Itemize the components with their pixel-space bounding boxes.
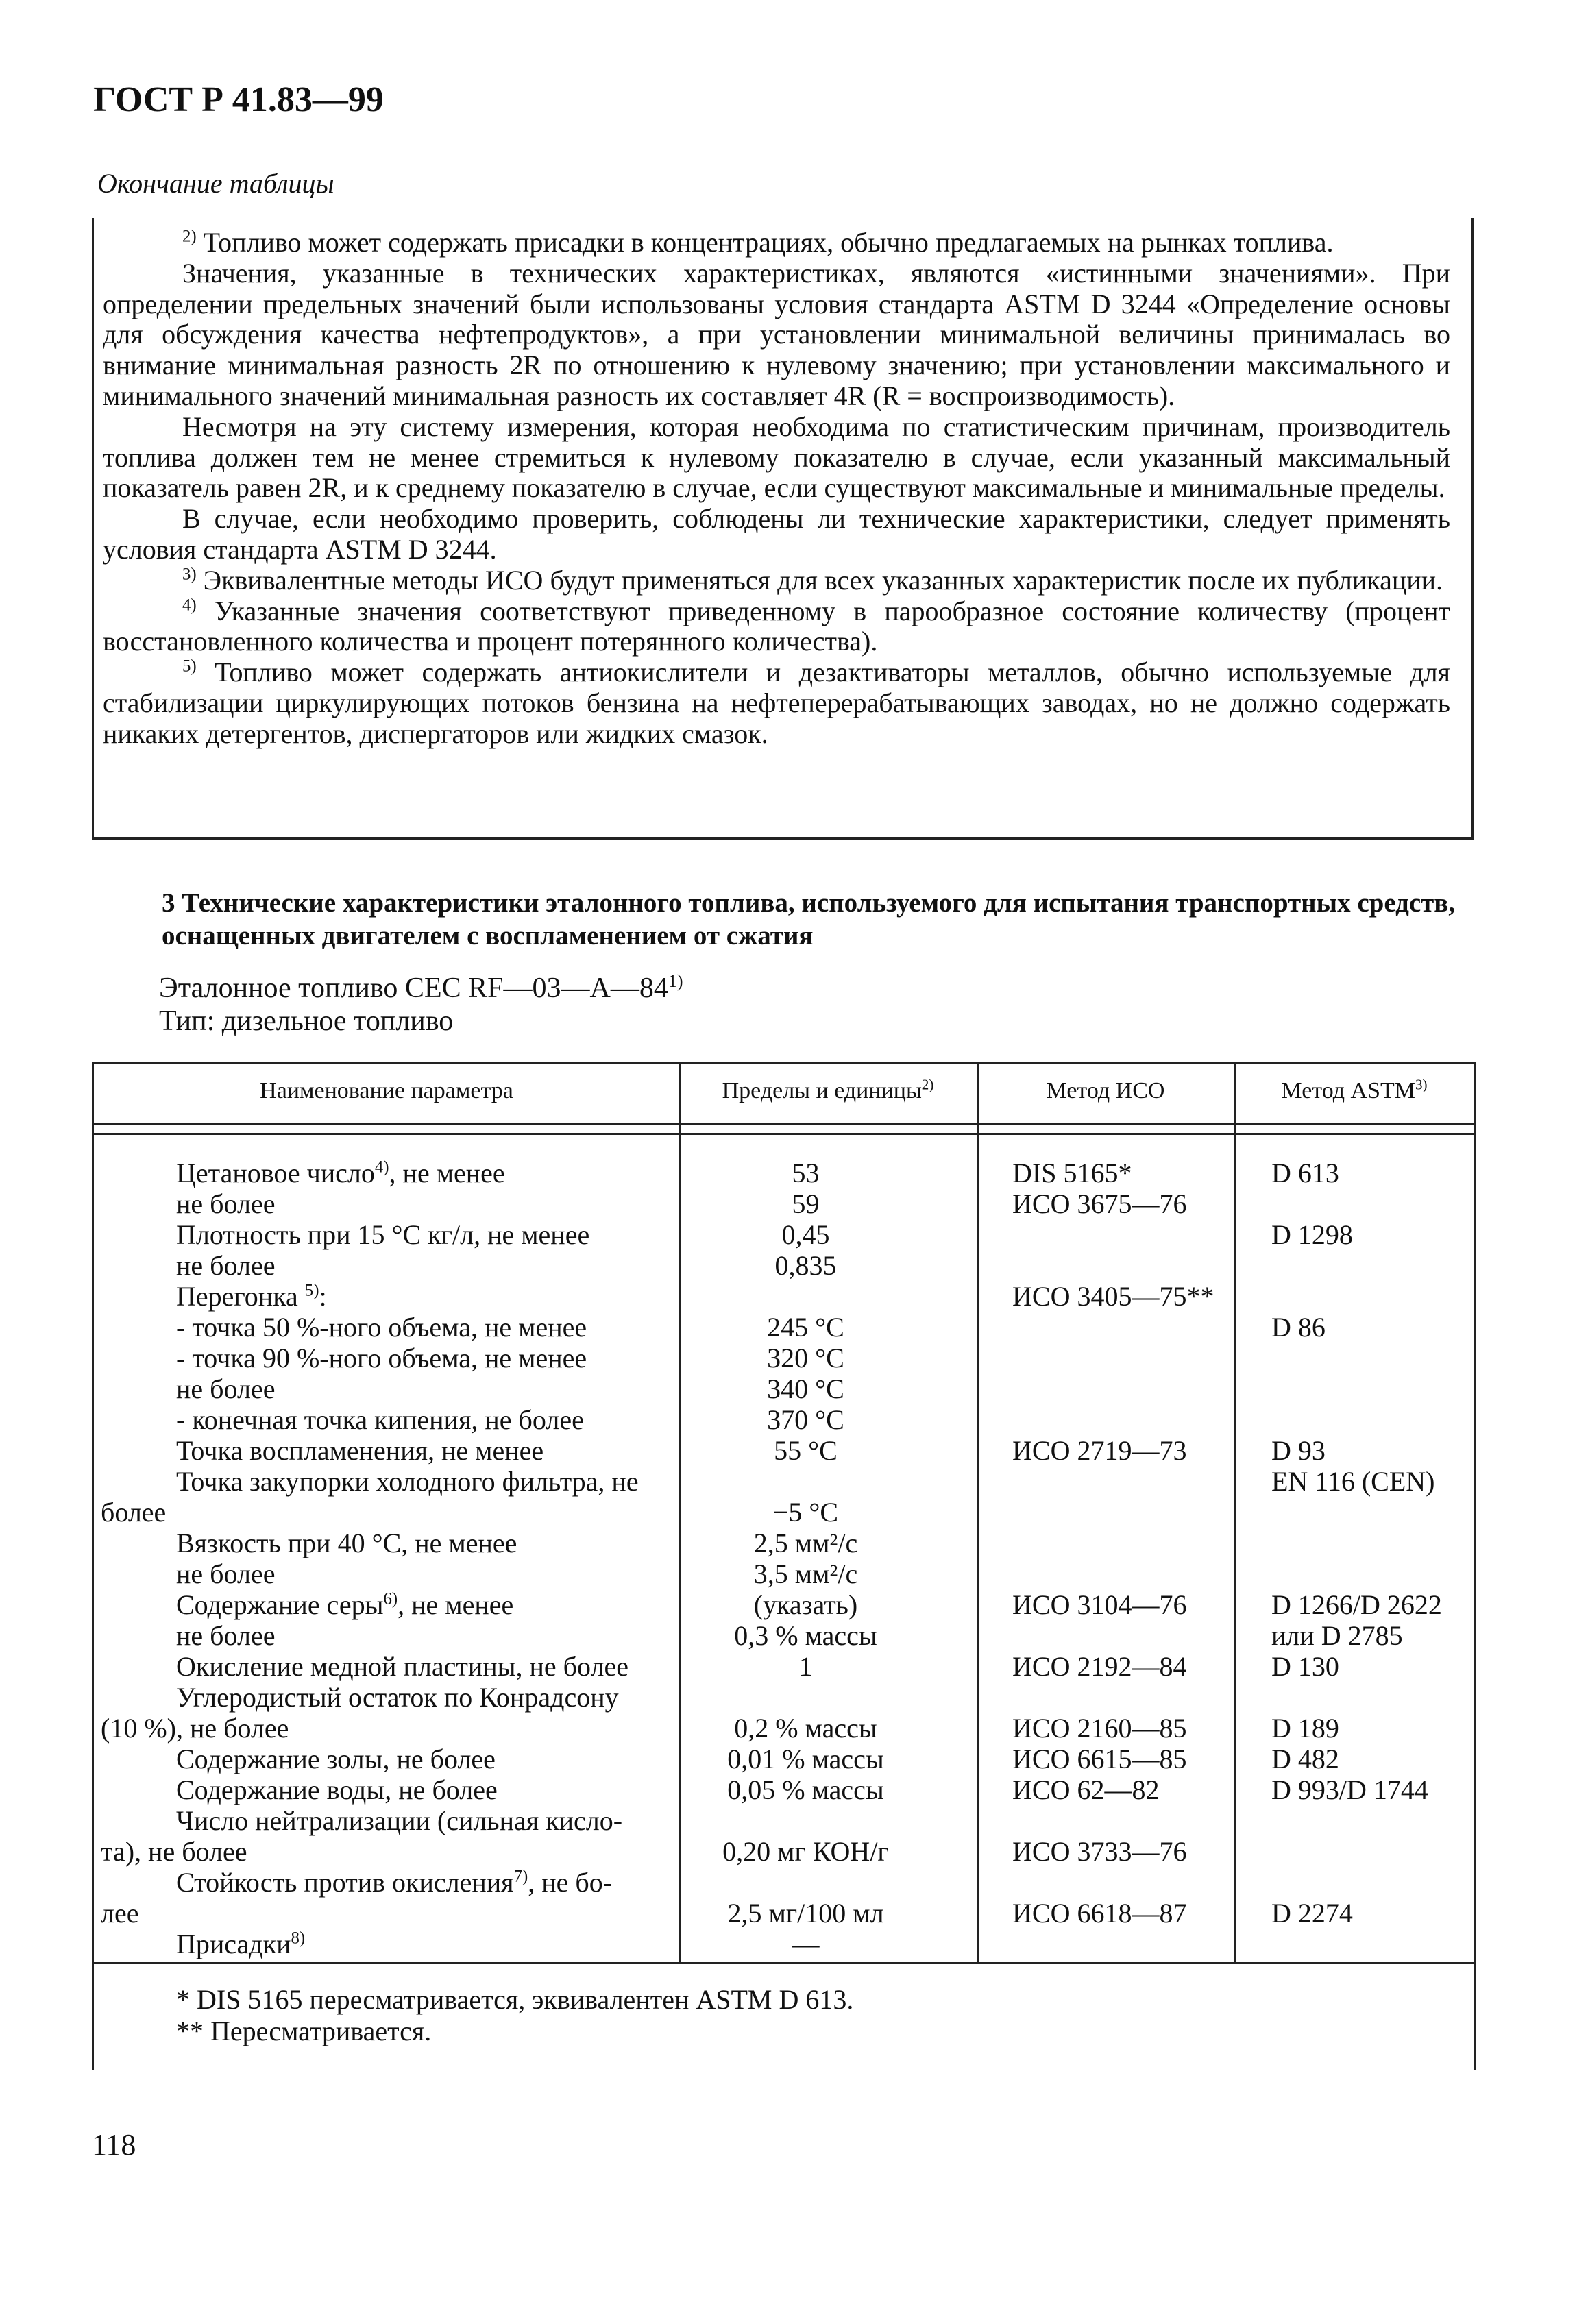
table-row bbox=[94, 1158, 1474, 1188]
footnote-separator bbox=[94, 1962, 1474, 1964]
note-text: В случае, если необходимо проверить, соблюдены ли технические характеристики, следует применять условия стандарта ASTM D 3244. bbox=[103, 503, 1450, 565]
document-code: ГОСТ Р 41.83—99 bbox=[93, 80, 384, 119]
table-footnote: ** Пересматривается. bbox=[176, 2016, 432, 2046]
astm-method: D 1298 bbox=[1271, 1219, 1353, 1250]
table-row bbox=[94, 1774, 1474, 1805]
header-separator bbox=[94, 1123, 1474, 1125]
parameter-name: та), не более bbox=[101, 1836, 247, 1867]
parameter-name: не более bbox=[176, 1373, 276, 1404]
iso-method: ИСО 3733—76 bbox=[1012, 1836, 1187, 1867]
astm-method: D 613 bbox=[1271, 1158, 1339, 1188]
header-astm-method: Метод ASTM$^{3)}$ bbox=[1281, 1076, 1428, 1103]
table-row bbox=[94, 1805, 1474, 1836]
astm-method: D 130 bbox=[1271, 1651, 1339, 1682]
note-paragraph bbox=[103, 412, 1450, 504]
limit-value: 3,5 мм²/с bbox=[753, 1558, 858, 1589]
parameter-name: - точка 90 %-ного объема, не менее bbox=[176, 1343, 587, 1373]
parameter-name: лее bbox=[101, 1898, 139, 1929]
table-row bbox=[94, 1497, 1474, 1528]
note-marker: 5) bbox=[182, 657, 197, 676]
section-title: 3 Технические характеристики эталонного топлива, используемого для испытания транспортных средств, оснащенных двигателем с воспламенением от сжатия bbox=[162, 888, 1456, 951]
table-row bbox=[94, 1620, 1474, 1651]
parameter-name: Точка закупорки холодного фильтра, не bbox=[176, 1466, 639, 1497]
limit-value: 0,2 % массы bbox=[734, 1713, 877, 1744]
table-row bbox=[94, 1435, 1474, 1466]
table-row bbox=[94, 1682, 1474, 1713]
iso-method: ИСО 2192—84 bbox=[1012, 1651, 1187, 1682]
parameter-name: не более bbox=[176, 1250, 276, 1281]
astm-method: D 1266/D 2622 bbox=[1271, 1589, 1442, 1620]
table-footnote: * DIS 5165 пересматривается, эквивалентен ASTM D 613. bbox=[176, 1984, 854, 2015]
limit-value: 0,20 мг КОН/г bbox=[722, 1836, 889, 1867]
table-row bbox=[94, 1373, 1474, 1404]
table-row bbox=[94, 1343, 1474, 1373]
parameter-name: не более bbox=[176, 1620, 276, 1651]
table-row bbox=[94, 1558, 1474, 1589]
table-row bbox=[94, 1404, 1474, 1435]
parameter-name: Присадки$^{8)}$ bbox=[176, 1929, 306, 1959]
table-row bbox=[94, 1312, 1474, 1343]
table-row bbox=[94, 1219, 1474, 1250]
note-text: Несмотря на эту систему измерения, которая необходима по статистическим причинам, производитель топлива должен тем не менее стремиться к нулевому показателю в случае, если указанный максимальный показатель равен 2R, и к среднему показателю в случае, если существуют максимальные и минимальные пределы. bbox=[103, 411, 1450, 504]
iso-method: ИСО 2160—85 bbox=[1012, 1713, 1187, 1744]
iso-method: ИСО 62—82 bbox=[1012, 1774, 1160, 1805]
astm-method: D 993/D 1744 bbox=[1271, 1774, 1428, 1805]
table-row bbox=[94, 1466, 1474, 1497]
note-paragraph bbox=[103, 258, 1450, 412]
note-text: Значения, указанные в технических характеристиках, являются «истинными значениями». При определении предельных значений были использованы условия стандарта ASTM D 3244 «Определение основы для обсуждения качества нефтепродуктов», а при установлении минимальной величины принималась во внимание минимальная разность 2R по отношению к нулевому значению; при установлении максимального и минимального значений минимальная разность их составляет 4R (R = воспроизводимость). bbox=[103, 257, 1450, 411]
table-row bbox=[94, 1250, 1474, 1281]
note-paragraph bbox=[103, 504, 1450, 565]
table-row bbox=[94, 1744, 1474, 1774]
iso-method: ИСО 3405—75** bbox=[1012, 1281, 1214, 1312]
header-limits: Пределы и единицы$^{2)}$ bbox=[722, 1076, 934, 1103]
note-marker: 3) bbox=[182, 565, 197, 584]
header-name: Наименование параметра bbox=[260, 1078, 513, 1103]
note-paragraph bbox=[103, 565, 1450, 596]
parameter-name: более bbox=[101, 1497, 167, 1528]
limit-value: 0,3 % массы bbox=[734, 1620, 877, 1651]
table-row bbox=[94, 1528, 1474, 1558]
table-continuation-label: Окончание таблицы bbox=[97, 168, 334, 199]
limit-value: 55 °С bbox=[774, 1435, 838, 1466]
header-iso-method: Метод ИСО bbox=[1046, 1078, 1165, 1103]
header-separator bbox=[94, 1133, 1474, 1135]
parameter-name: Окисление медной пластины, не более bbox=[176, 1651, 628, 1682]
limit-value: 2,5 мг/100 мл bbox=[727, 1898, 884, 1929]
note-text: Указанные значения соответствуют приведенному в парообразное состояние количеству (процент восстановленного количества и процент потерянного количества). bbox=[103, 595, 1450, 657]
table-row bbox=[94, 1281, 1474, 1312]
parameter-name: Содержание воды, не более bbox=[176, 1774, 498, 1805]
parameter-name: Углеродистый остаток по Конрадсону bbox=[176, 1682, 619, 1713]
table-row bbox=[94, 1898, 1474, 1929]
parameter-name: Точка воспламенения, не менее bbox=[176, 1435, 544, 1466]
limit-value: 0,01 % массы bbox=[727, 1744, 884, 1774]
parameter-name: (10 %), не более bbox=[101, 1713, 289, 1744]
fuel-intro bbox=[159, 972, 683, 1038]
limit-value: 0,45 bbox=[781, 1219, 830, 1250]
reference-fuel-line: Эталонное топливо CEC RF—03—A—84$^{1)}$ bbox=[159, 971, 683, 1004]
note-paragraph bbox=[103, 657, 1450, 749]
table-row bbox=[94, 1713, 1474, 1744]
parameter-name: Плотность при 15 °С кг/л, не менее bbox=[176, 1219, 590, 1250]
iso-method: DIS 5165* bbox=[1012, 1158, 1132, 1188]
limit-value: 245 °С bbox=[767, 1312, 844, 1343]
table-row bbox=[94, 1188, 1474, 1219]
parameter-name: не более bbox=[176, 1188, 276, 1219]
astm-method: D 482 bbox=[1271, 1744, 1339, 1774]
table-row bbox=[94, 1651, 1474, 1682]
iso-method: ИСО 6618—87 bbox=[1012, 1898, 1187, 1929]
note-text: Топливо может содержать присадки в концентрациях, обычно предлагаемых на рынках топлива. bbox=[196, 227, 1334, 258]
parameter-name: Цетановое число$^{4)}$, не менее bbox=[176, 1158, 505, 1188]
limit-value: 53 bbox=[792, 1158, 820, 1188]
limit-value: — bbox=[792, 1929, 820, 1959]
table-row bbox=[94, 1836, 1474, 1867]
astm-method: EN 116 (CEN) bbox=[1271, 1466, 1435, 1497]
parameter-name: не более bbox=[176, 1558, 276, 1589]
parameter-name: Вязкость при 40 °С, не менее bbox=[176, 1528, 517, 1558]
spec-table bbox=[92, 1062, 1476, 2070]
note-text: Топливо может содержать антиокислители и дезактиваторы металлов, обычно используемые для стабилизации циркулирующих потоков бензина на нефтеперерабатывающих заводах, но не должно содержать никаких детергентов, диспергаторов или жидких смазок. bbox=[103, 657, 1450, 749]
note-marker: 2) bbox=[182, 227, 197, 246]
limit-value: 0,835 bbox=[774, 1250, 837, 1281]
limit-value: 59 bbox=[792, 1188, 820, 1219]
limit-value: (указать) bbox=[753, 1589, 858, 1620]
parameter-name: Перегонка $^{5)}$: bbox=[176, 1281, 327, 1312]
note-paragraph bbox=[103, 228, 1450, 258]
notes-text bbox=[103, 228, 1450, 750]
limit-value: 0,05 % массы bbox=[727, 1774, 884, 1805]
parameter-name: Стойкость против окисления$^{7)}$, не бо- bbox=[176, 1867, 613, 1898]
note-paragraph bbox=[103, 596, 1450, 658]
limit-value: 370 °С bbox=[767, 1404, 844, 1435]
parameter-name: Содержание серы$^{6)}$, не менее bbox=[176, 1589, 514, 1620]
limit-value: −5 °С bbox=[772, 1497, 839, 1528]
page-number: 118 bbox=[92, 2128, 136, 2162]
iso-method: ИСО 3104—76 bbox=[1012, 1589, 1187, 1620]
astm-method: или D 2785 bbox=[1271, 1620, 1403, 1651]
astm-method: D 2274 bbox=[1271, 1898, 1353, 1929]
astm-method: D 93 bbox=[1271, 1435, 1326, 1466]
parameter-name: Число нейтрализации (сильная кисло- bbox=[176, 1805, 623, 1836]
limit-value: 1 bbox=[798, 1651, 813, 1682]
table-footnotes bbox=[176, 1984, 853, 2047]
table-row bbox=[94, 1867, 1474, 1898]
iso-method: ИСО 6615—85 bbox=[1012, 1744, 1187, 1774]
limit-value: 2,5 мм²/с bbox=[753, 1528, 858, 1558]
fuel-type-line: Тип: дизельное топливо bbox=[159, 1005, 454, 1037]
limit-value: 340 °С bbox=[767, 1373, 844, 1404]
astm-method: D 86 bbox=[1271, 1312, 1326, 1343]
astm-method: D 189 bbox=[1271, 1713, 1339, 1744]
table-body bbox=[94, 1158, 1474, 1959]
table-row bbox=[94, 1589, 1474, 1620]
note-text: Эквивалентные методы ИСО будут применяться для всех указанных характеристик после их публикации. bbox=[196, 564, 1443, 596]
parameter-name: Содержание золы, не более bbox=[176, 1744, 496, 1774]
iso-method: ИСО 2719—73 bbox=[1012, 1435, 1187, 1466]
parameter-name: - точка 50 %-ного объема, не менее bbox=[176, 1312, 587, 1343]
table-row bbox=[94, 1929, 1474, 1959]
note-marker: 4) bbox=[182, 596, 197, 615]
iso-method: ИСО 3675—76 bbox=[1012, 1188, 1187, 1219]
parameter-name: - конечная точка кипения, не более bbox=[176, 1404, 584, 1435]
limit-value: 320 °С bbox=[767, 1343, 844, 1373]
